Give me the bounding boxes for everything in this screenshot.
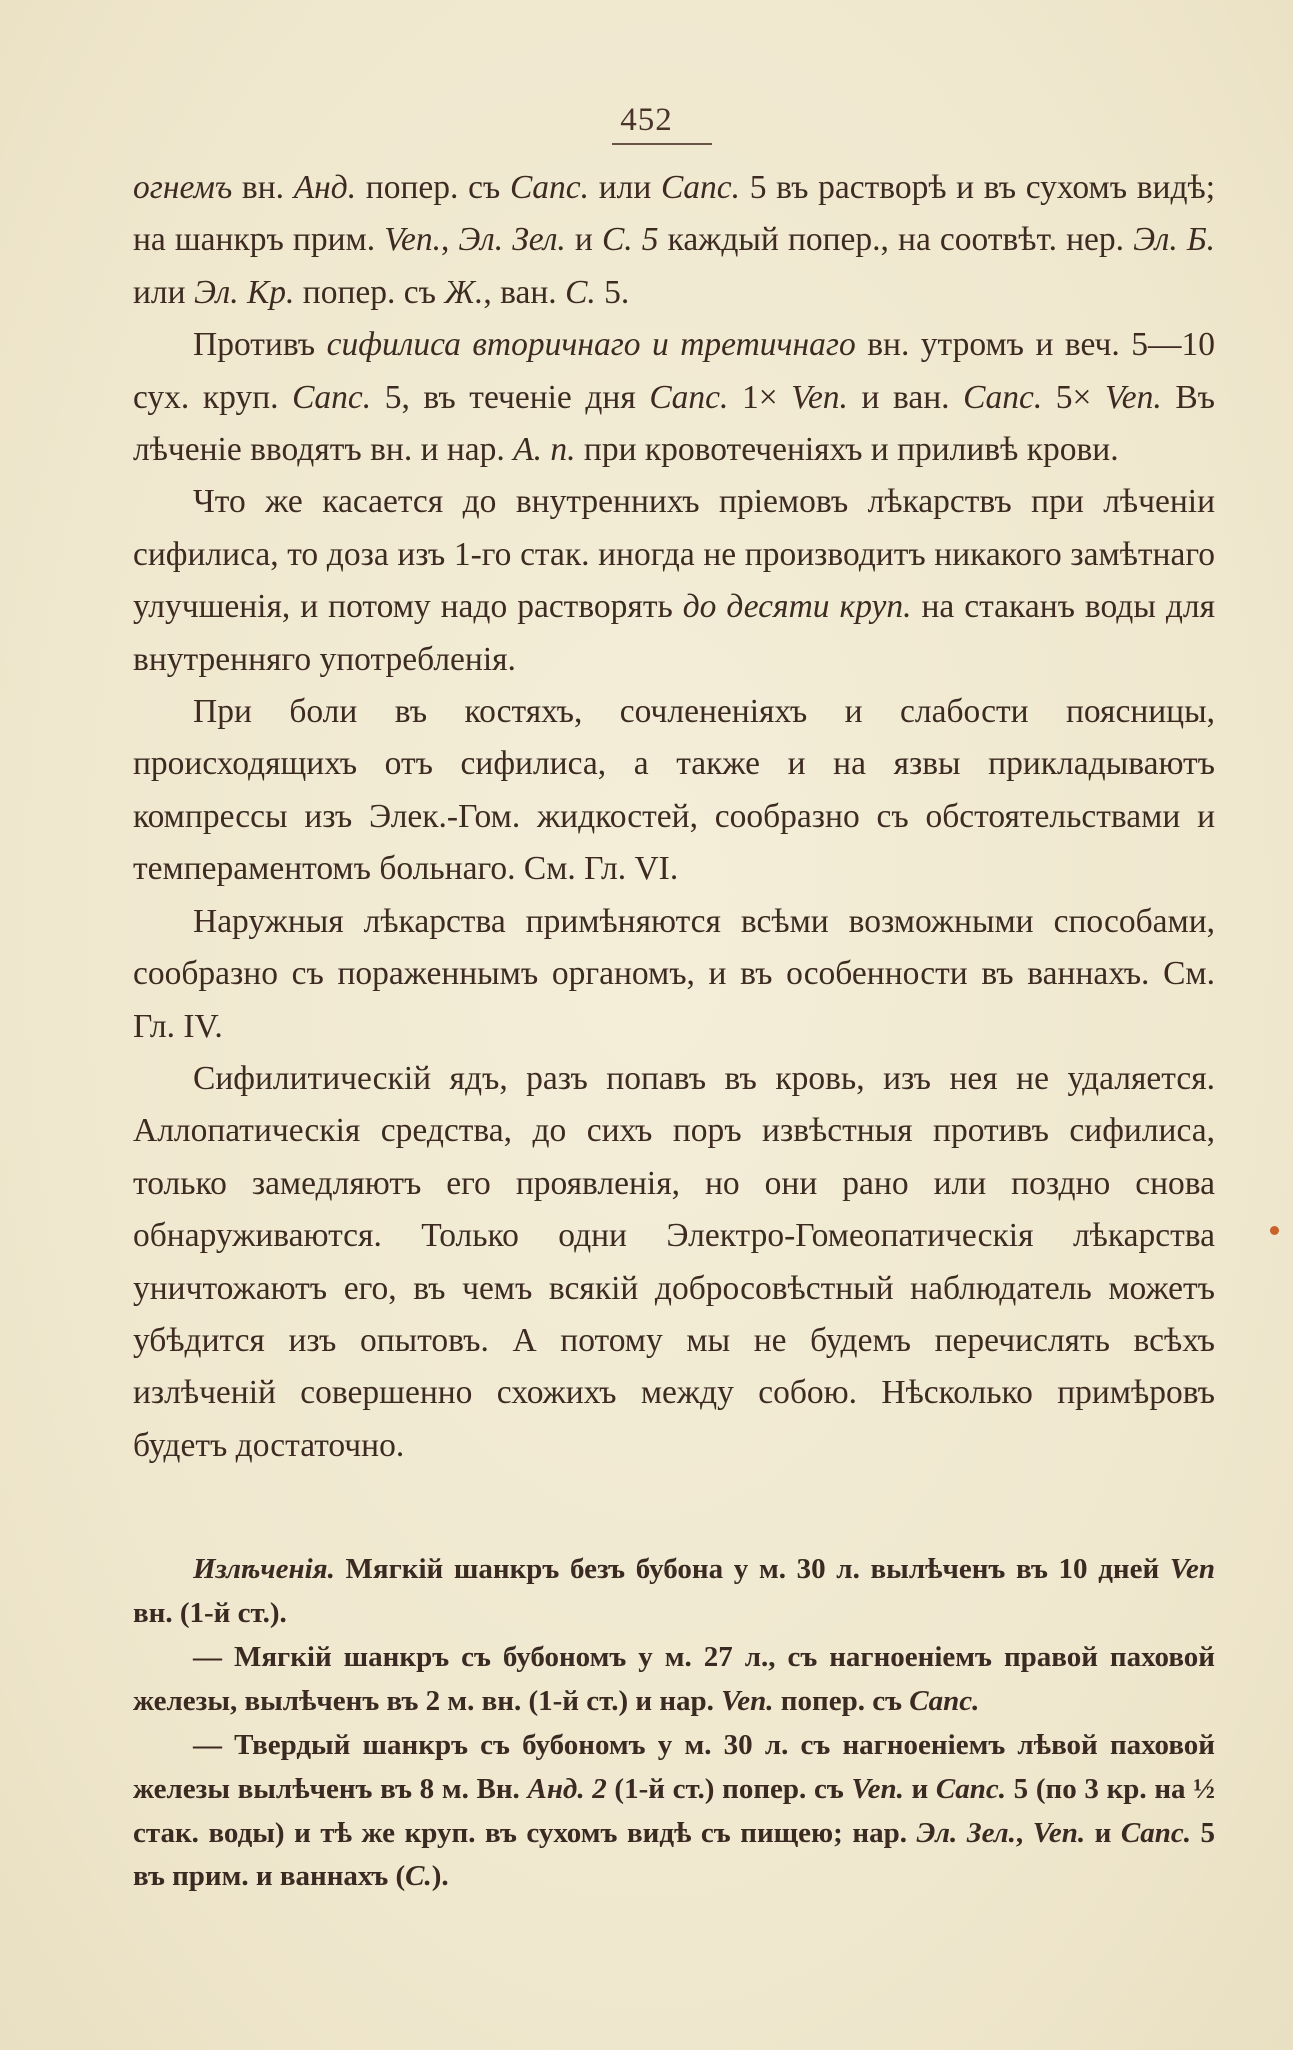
italic-text-run: Ven. xyxy=(721,1684,774,1717)
italic-text-run: Анд. 2 xyxy=(527,1772,607,1805)
italic-text-run: Canc. xyxy=(509,169,590,206)
text-run: 5, въ теченіе дня xyxy=(371,378,650,416)
paragraph-secondary-syphilis xyxy=(133,319,1215,476)
italic-text-run: Эл. Зел. xyxy=(458,221,566,259)
italic-text-run: до десяти круп. xyxy=(682,588,912,626)
text-run: Наружныя лѣкарства примѣняются всѣми возможными способами, сообразно съ пораженнымъ органомъ, и въ особенности въ ваннахъ. См. Гл. IV. xyxy=(133,902,1215,1045)
paragraph-external-remedies xyxy=(133,896,1215,1053)
text-run: 5 (по 3 кр. на ½ стак. воды) и тѣ же круп. въ сухомъ видѣ съ пищею; нар. xyxy=(133,1772,1215,1849)
italic-text-run: Canc. xyxy=(963,378,1043,416)
text-run: попер. съ xyxy=(294,273,445,311)
italic-text-run: Ven xyxy=(1169,1553,1215,1585)
text-run: 5. xyxy=(595,273,630,311)
italic-text-run: С. 5 xyxy=(601,221,659,259)
text-run: попер. съ xyxy=(356,169,510,206)
text-run: каждый попер., на соотвѣт. нер. xyxy=(658,221,1134,259)
italic-text-run: Ven. xyxy=(1032,1816,1086,1849)
italic-text-run: Эл. Б. xyxy=(1133,221,1215,259)
page-number-rule xyxy=(612,143,712,145)
text-run: , xyxy=(440,221,459,259)
italic-text-run: Canc. xyxy=(909,1684,980,1717)
text-run: и xyxy=(903,1772,936,1805)
text-run: (1-й ст.) попер. съ xyxy=(606,1772,852,1805)
text-run: Что же касается до внутреннихъ пріемовъ лѣкарствъ при лѣченіи сифилиса, то доза изъ 1-го стак. иногда не производитъ никакого замѣтнаго улучшенія, и потому надо растворять xyxy=(133,483,1215,626)
text-run: — Мягкій шанкръ съ бубономъ у м. 27 л., съ нагноеніемъ правой паховой железы, вылѣченъ въ 2 м. вн. (1-й ст.) и нар. xyxy=(133,1641,1215,1717)
italic-text-run: Ж. xyxy=(444,273,484,311)
paragraph-bone-pain xyxy=(133,686,1215,896)
italic-text-run: Ven. xyxy=(791,378,848,416)
text-run: Противъ xyxy=(193,326,327,364)
text-run: Мягкій шанкръ безъ бубона у м. 30 л. вылѣченъ въ 10 дней xyxy=(334,1553,1170,1585)
text-run: 5× xyxy=(1042,378,1105,416)
paragraph-internal-dosage xyxy=(133,476,1215,686)
paragraph-continuation xyxy=(133,162,1215,319)
text-run: или xyxy=(133,273,194,311)
italic-text-run: Излѣченія. xyxy=(193,1553,335,1585)
italic-text-run: Ven. xyxy=(851,1772,904,1805)
text-run: Въ лѣченіе вводятъ вн. и нар. xyxy=(133,378,1215,469)
italic-text-run: Анд. xyxy=(293,169,357,206)
main-text xyxy=(133,162,1215,1472)
text-run: 1× xyxy=(728,378,792,416)
text-run: при кровотеченіяхъ и приливѣ крови. xyxy=(575,431,1119,469)
italic-text-run: огнемъ xyxy=(133,169,233,206)
italic-text-run: А. п. xyxy=(513,431,576,469)
page-number: 452 xyxy=(620,102,673,138)
cure-case-hard-chancre xyxy=(133,1724,1215,1898)
text-run: 5 въ растворѣ и въ сухомъ видѣ; на шанкръ прим. xyxy=(133,169,1216,259)
cure-case-bubo-right xyxy=(133,1636,1215,1723)
text-run: на стаканъ воды для внутренняго употребленія. xyxy=(133,588,1215,678)
text-run: , ван. xyxy=(483,273,566,311)
italic-text-run: сифилиса вторичнаго и третичнаго xyxy=(326,326,856,364)
paragraph-syphilitic-poison xyxy=(133,1053,1215,1472)
text-run: , xyxy=(1015,1816,1033,1849)
cures-section xyxy=(133,1548,1215,1900)
italic-text-run: Canc. xyxy=(935,1772,1006,1805)
italic-text-run: С. xyxy=(405,1860,432,1893)
text-run: 5 въ прим. и ваннахъ ( xyxy=(133,1816,1216,1893)
text-run: и ван. xyxy=(847,378,964,416)
italic-text-run: Ven. xyxy=(1105,378,1162,416)
italic-text-run: Canc. xyxy=(1120,1816,1191,1849)
text-run: вн. утромъ и веч. 5—10 сух. круп. xyxy=(133,326,1215,416)
text-run: вн. (1-й ст.). xyxy=(133,1596,287,1629)
margin-ink-spot xyxy=(1270,1226,1279,1235)
text-run: попер. съ xyxy=(773,1684,910,1717)
text-run: Сифилитическій ядъ, разъ попавъ въ кровь, изъ нея не удаляется. Аллопатическія средства, до сихъ поръ извѣстныя противъ сифилиса, только замедляютъ его проявленія, но они рано или поздно снова обнаруживаются. Только одни Электро-Гомеопатическія лѣкарства уничтожаютъ его, въ чемъ всякій добросовѣстный наблюдатель можетъ убѣдится изъ опытовъ. А потому мы не будемъ перечислять всѣхъ излѣченій совершенно схожихъ между собою. Нѣсколько примѣровъ будетъ достаточно. xyxy=(133,1059,1215,1464)
italic-text-run: Canc. xyxy=(660,169,741,206)
text-run: и xyxy=(1085,1816,1121,1849)
text-run: вн. xyxy=(232,169,294,206)
text-run: и xyxy=(565,221,602,259)
text-run: или xyxy=(589,169,661,206)
text-run: ). xyxy=(431,1860,449,1893)
cure-case-soft-chancre xyxy=(133,1548,1215,1635)
italic-text-run: С. xyxy=(565,273,596,311)
text-run: При боли въ костяхъ, сочлененіяхъ и слабости поясницы, происходящихъ отъ сифилиса, а также и на язвы прикладываютъ компрессы изъ Элек.-Гом. жидкостей, сообразно съ обстоятельствами и темпераментомъ больнаго. См. Гл. VI. xyxy=(133,693,1215,888)
italic-text-run: Эл. Зел. xyxy=(916,1816,1016,1849)
italic-text-run: Canc. xyxy=(292,378,372,416)
italic-text-run: Canc. xyxy=(649,378,729,416)
italic-text-run: Эл. Кр. xyxy=(193,273,295,311)
italic-text-run: Ven. xyxy=(384,221,441,259)
text-run: — Твердый шанкръ съ бубономъ у м. 30 л. съ нагноеніемъ лѣвой паховой железы вылѣченъ въ 8 м. Вн. xyxy=(133,1729,1215,1805)
